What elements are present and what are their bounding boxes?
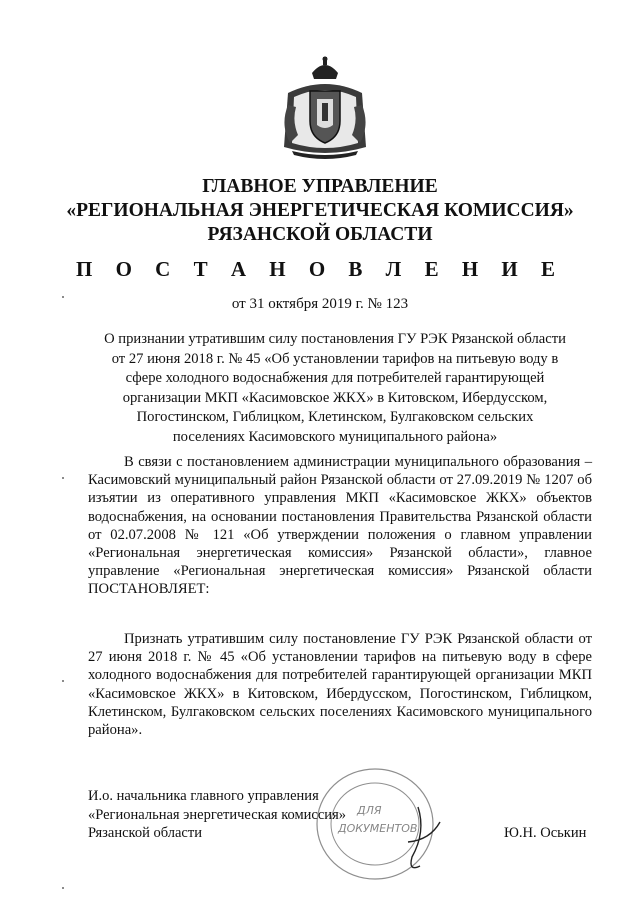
org-name-line1: ГЛАВНОЕ УПРАВЛЕНИЕ [202, 176, 438, 197]
document-title: П О С Т А Н О В Л Е Н И Е [75, 257, 564, 281]
signer-position-line: Рязанской области [88, 825, 202, 841]
preamble-text: В связи с постановлением администрации муниципального образования – Касимовский муниципальный район Рязанской области от 27.09.2019 № 1207 об изъятии из оперативного управления МКП «Касимовское ЖКХ» объектов водоснабжения, на основании постановления Правительства Рязанской области от 02.07.2008 № 121 «Об утверждении положения о главном управлении «Региональная энергетическая комиссия» Рязанской области», главное управление «Региональная энергетическая комиссия» Рязанской области ПОСТАНОВЛЯЕТ: [88, 454, 592, 598]
subject-line: сфере холодного водоснабжения для потребителей гарантирующей [125, 370, 545, 386]
subject-line: поселениях Касимовского муниципального района» [172, 428, 498, 445]
scan-dot [62, 296, 64, 298]
document-date-number: от 31 октября 2019 г. № 123 [231, 296, 409, 312]
resolution-text: Признать утратившим силу постановление ГУ РЭК Рязанской области от 27 июня 2018 г. № 45 «Об установлении тарифов на питьевую воду в сфере холодного водоснабжения для потребителей гарантирующей организации МКП «Касимовское ЖКХ» в Китовском, Ибердусском, Погостинском, Гиблицком, Клетинском, Булгаковском сельских поселениях Касимовского муниципального района». [88, 631, 592, 739]
subject-line: О признании утратившим силу постановления ГУ РЭК Рязанской области [104, 331, 566, 347]
preamble-paragraph [88, 453, 592, 599]
resolution-paragraph [88, 630, 592, 739]
svg-text:ДОКУМЕНТОВ: ДОКУМЕНТОВ [338, 822, 418, 835]
document-subject [100, 330, 570, 447]
signer-name: Ю.Н. Оськин [504, 825, 587, 841]
signer-position-line: И.о. начальника главного управления [88, 788, 319, 804]
org-name-line3: РЯЗАНСКОЙ ОБЛАСТИ [207, 224, 433, 245]
org-name-line2: «РЕГИОНАЛЬНАЯ ЭНЕРГЕТИЧЕСКАЯ КОМИССИЯ» [66, 200, 574, 221]
subject-line: от 27 июня 2018 г. № 45 «Об установлении тарифов на питьевую воду в [111, 350, 559, 367]
signer-position-line: «Региональная энергетическая комиссия» [88, 806, 346, 823]
scan-dot [62, 680, 64, 682]
scan-dot [62, 887, 64, 889]
coat-of-arms-icon [270, 55, 380, 165]
scan-dot [62, 477, 64, 479]
subject-line: Погостинском, Гиблицком, Клетинском, Булгаковском сельских [136, 409, 534, 425]
subject-line: организации МКП «Касимовское ЖКХ» в Китовском, Ибердусском, [122, 389, 548, 406]
svg-text:ДЛЯ: ДЛЯ [357, 804, 382, 817]
official-stamp-icon [300, 762, 450, 882]
